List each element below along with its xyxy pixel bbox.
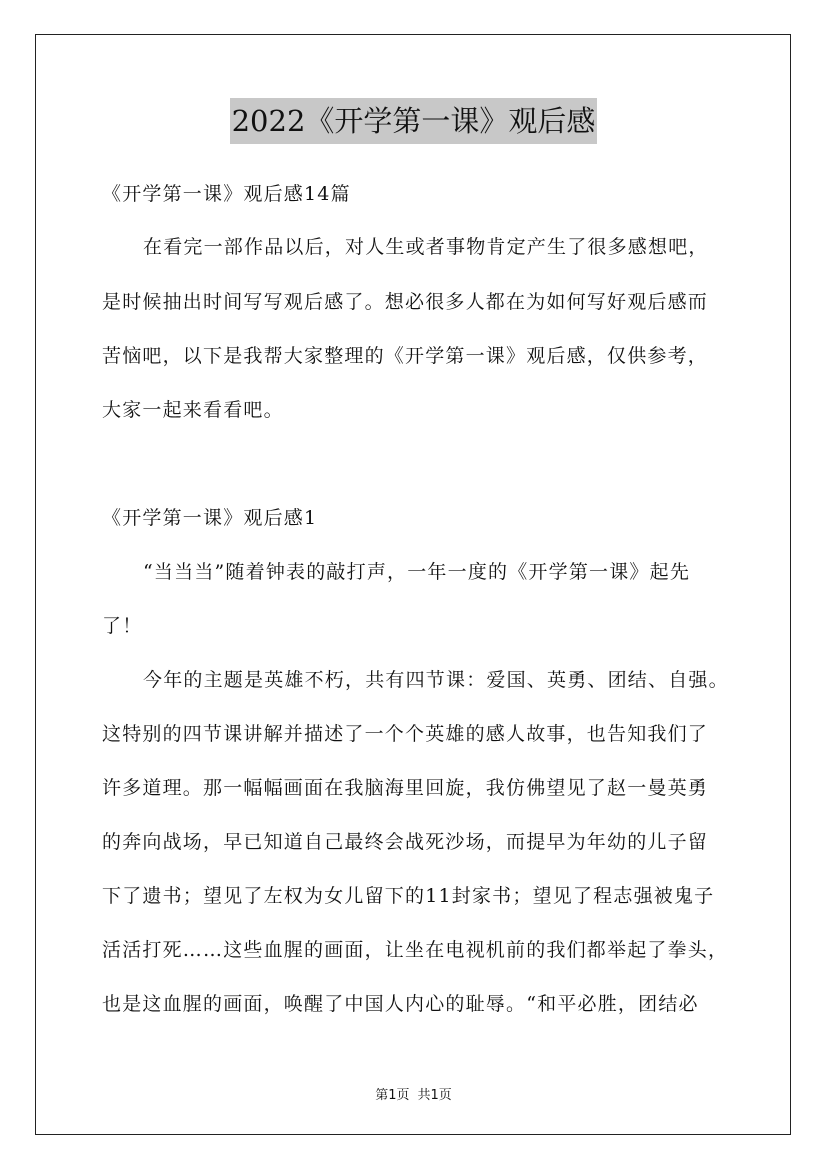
paragraph-line: 这特别的四节课讲解并描述了一个个英雄的感人故事，也告知我们了	[102, 723, 709, 745]
intro-line: 在看完一部作品以后，对人生或者事物肯定产生了很多感想吧，	[143, 236, 709, 258]
title-container	[0, 98, 827, 144]
section-heading: 《开学第一课》观后感1	[102, 507, 318, 529]
intro-line: 大家一起来看看吧。	[102, 399, 284, 421]
paragraph-line: 了！	[102, 615, 143, 637]
document-title: 2022《开学第一课》观后感	[230, 98, 598, 144]
paragraph-line: “当当当”随着钟表的敲打声，一年一度的《开学第一课》起先	[143, 561, 691, 583]
intro-line: 是时候抽出时间写写观后感了。想必很多人都在为如何写好观后感而	[102, 291, 709, 313]
intro-line: 苦恼吧，以下是我帮大家整理的《开学第一课》观后感，仅供参考，	[102, 345, 709, 367]
paragraph-line: 今年的主题是英雄不朽，共有四节课：爱国、英勇、团结、自强。	[143, 669, 729, 691]
page-number: 第1页	[375, 1088, 410, 1103]
paragraph-line: 下了遗书；望见了左权为女儿留下的11封家书；望见了程志强被鬼子	[102, 885, 715, 907]
paragraph-line: 的奔向战场，早已知道自己最终会战死沙场，而提早为年幼的儿子留	[102, 831, 709, 853]
paragraph-line: 活活打死……这些血腥的画面，让坐在电视机前的我们都举起了拳头，	[102, 939, 729, 961]
paragraph-line: 许多道理。那一幅幅画面在我脑海里回旋，我仿佛望见了赵一曼英勇	[102, 777, 709, 799]
document-subtitle: 《开学第一课》观后感14篇	[102, 183, 351, 205]
page-total: 共1页	[417, 1088, 452, 1103]
paragraph-line: 也是这血腥的画面，唤醒了中国人内心的耻辱。“和平必胜，团结必	[102, 993, 699, 1015]
page-footer	[0, 1084, 827, 1103]
